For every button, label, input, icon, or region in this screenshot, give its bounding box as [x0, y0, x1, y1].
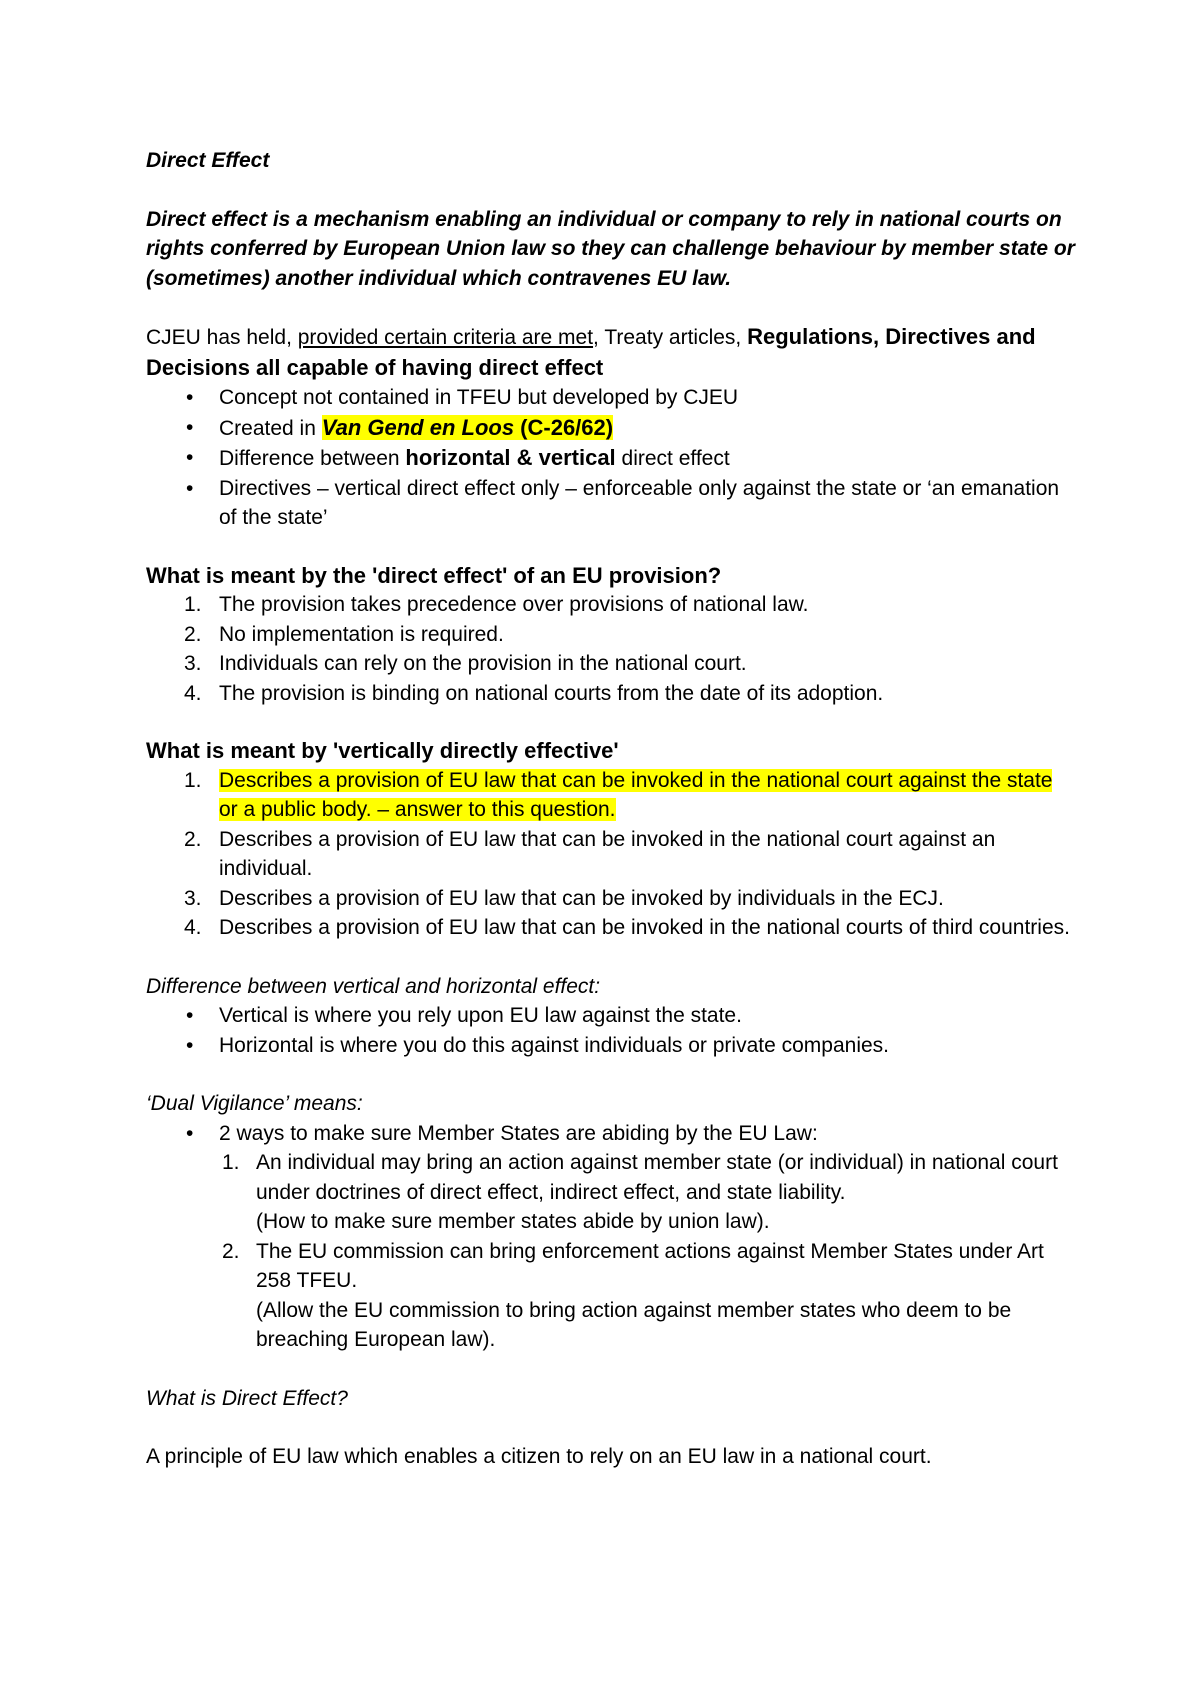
item-text: Individuals can rely on the provision in the national court. — [219, 652, 747, 675]
list-item — [146, 413, 1076, 444]
bullet-marker: • — [186, 1121, 194, 1145]
question2-heading: What is meant by 'vertically directly effective' — [146, 738, 619, 763]
difference-list — [146, 1001, 1076, 1060]
number-marker: 1. — [222, 1151, 240, 1174]
bullet-marker: • — [186, 415, 194, 439]
dual-vigilance-sublist — [146, 1148, 1076, 1355]
list-item — [146, 383, 1076, 413]
cjeu-bold: Regulations, Directives and Decisions all capable of having direct effect — [146, 324, 1036, 380]
list-item — [146, 1148, 1076, 1237]
bullet-text: Vertical is where you rely upon EU law against the state. — [219, 1004, 742, 1027]
bullet-marker: • — [186, 1004, 194, 1027]
bullet-text-prefix: Created in — [219, 416, 322, 440]
number-marker: 2. — [184, 827, 202, 851]
what-heading: What is Direct Effect? — [146, 1386, 348, 1410]
item-note: (How to make sure member states abide by union law). — [256, 1210, 770, 1233]
list-item — [146, 766, 1076, 825]
list-item — [146, 649, 1076, 679]
document-body — [146, 146, 1076, 1472]
dual-vigilance-list — [146, 1119, 1076, 1149]
dual-vigilance-heading: ‘Dual Vigilance’ means: — [146, 1092, 363, 1115]
item-text: Describes a provision of EU law that can be invoked by individuals in the ECJ. — [219, 886, 944, 910]
number-marker: 2. — [222, 1239, 240, 1263]
item-text: The EU commission can bring enforcement actions against Member States under Art 258 TFEU. — [256, 1239, 1044, 1292]
bullet-text: Directives – vertical direct effect only – enforceable only against the state or ‘an emanation of the state’ — [219, 476, 1060, 529]
item-text: Describes a provision of EU law that can be invoked in the national courts of third countries. — [219, 916, 1070, 939]
list-item — [146, 679, 1076, 709]
bullet-text: Horizontal is where you do this against individuals or private companies. — [219, 1033, 890, 1057]
list-item — [146, 1119, 1076, 1149]
cjeu-middle: , Treaty articles, — [593, 326, 748, 349]
number-marker: 1. — [184, 768, 202, 792]
list-item — [146, 620, 1076, 650]
list-item — [146, 825, 1076, 884]
list-item — [146, 474, 1076, 533]
bullet-text-bold: horizontal & vertical — [405, 445, 616, 470]
case-ref: (C-26/62) — [514, 414, 614, 440]
cjeu-underlined: provided certain criteria are met — [297, 326, 594, 349]
bullet-text: Concept not contained in TFEU but developed by CJEU — [219, 386, 739, 409]
list-item — [146, 1237, 1076, 1355]
item-text: An individual may bring an action against member state (or individual) in national court under doctrines of direct effect, indirect effect, and state liability. — [256, 1151, 1058, 1204]
list-item — [146, 884, 1076, 914]
list-item — [146, 443, 1076, 474]
number-marker: 2. — [184, 622, 202, 646]
number-marker: 4. — [184, 681, 202, 705]
number-marker: 1. — [184, 593, 202, 616]
item-text: The provision is binding on national courts from the date of its adoption. — [219, 681, 884, 705]
bullet-text-prefix: Difference between — [219, 447, 406, 470]
number-marker: 3. — [184, 652, 202, 675]
list-item — [146, 1001, 1076, 1031]
item-text: Describes a provision of EU law that can be invoked in the national court against an individual. — [219, 827, 996, 880]
cjeu-bullet-list — [146, 383, 1076, 533]
item-note: (Allow the EU commission to bring action against member states who deem to be breaching European law). — [256, 1298, 1012, 1351]
doc-title: Direct Effect — [146, 149, 270, 172]
what-answer: A principle of EU law which enables a citizen to rely on an EU law in a national court. — [146, 1445, 932, 1468]
bullet-marker: • — [186, 476, 194, 500]
list-item — [146, 1031, 1076, 1061]
number-marker: 4. — [184, 916, 202, 939]
item-text: The provision takes precedence over provisions of national law. — [219, 593, 809, 616]
number-marker: 3. — [184, 886, 202, 910]
case-name-highlight — [322, 415, 613, 440]
case-name: Van Gend en Loos — [321, 414, 515, 440]
bullet-marker: • — [186, 1033, 194, 1057]
bullet-text: 2 ways to make sure Member States are abiding by the EU Law: — [219, 1121, 818, 1145]
bullet-marker: • — [186, 446, 194, 469]
item-text: No implementation is required. — [219, 622, 504, 646]
difference-heading: Difference between vertical and horizontal effect: — [146, 974, 601, 998]
list-item — [146, 590, 1076, 620]
highlighted-answer: Describes a provision of EU law that can be invoked in the national court against the state or a public body. – answer to this question. — [219, 768, 1053, 821]
intro-paragraph: Direct effect is a mechanism enabling an individual or company to rely in national courts on rights conferred by European Union law so they can challenge behaviour by member state or (sometimes) another individual which contravenes EU law. — [146, 207, 1075, 290]
cjeu-paragraph — [146, 322, 1076, 383]
bullet-text-suffix: direct effect — [615, 447, 730, 470]
question2-list — [146, 766, 1076, 943]
bullet-marker: • — [186, 386, 194, 409]
list-item — [146, 913, 1076, 943]
cjeu-prefix: CJEU has held, — [146, 326, 298, 349]
question1-heading: What is meant by the 'direct effect' of an EU provision? — [146, 562, 722, 588]
question1-list — [146, 590, 1076, 708]
